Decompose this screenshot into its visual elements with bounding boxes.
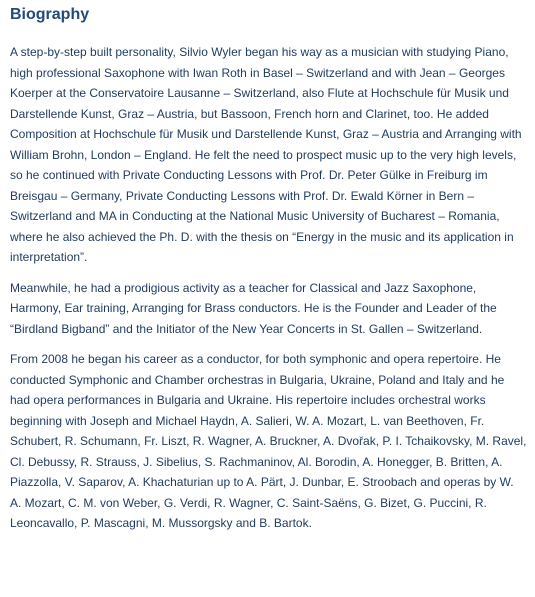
- biography-document: [10, 0, 527, 534]
- biography-paragraph-teaching: Meanwhile, he had a prodigious activity as a teacher for Classical and Jazz Saxophone, Harmony, Ear training, Arranging for Brass conductors. He is the Founder and Leader of the “Birdland Bigband” and the Initiator of the New Year Concerts in St. Gallen – Switzerland.: [10, 280, 497, 336]
- biography-paragraph-education: A step-by-step built personality, Silvio Wyler began his way as a musician with studying Piano, high professional Saxophone with Iwan Roth in Basel – Switzerland and with Jean – Georges Koerper at the Conservatoire Lausanne – Switzerland, also Flute at Hochschule für Musik und Darstellende Kunst, Graz – Austria, but Bassoon, French horn and Clarinet, too. He added Composition at Hochschule für Musik und Darstellende Kunst, Graz – Austria and Arranging with William Brohn, London – England. He felt the need to prospect music up to the very high levels, so he continued with Private Conducting Lessons with Prof. Dr. Peter Gülke in Freiburg im Breisgau – Germany, Private Conducting Lessons with Prof. Dr. Ewald Körner in Bern – Switzerland and MA in Conducting at the National Music University of Bucharest – Romania, where he also achieved the Ph. D. with the thesis on “Energy in the music and its application in interpretation”.: [10, 45, 522, 264]
- page-title: Biography: [10, 6, 90, 23]
- biography-paragraph-conducting: From 2008 he began his career as a conductor, for both symphonic and opera repertoire. He conducted Symphonic and Chamber orchestras in Bulgaria, Ukraine, Poland and Italy and he had opera performances in Bulgaria and Ukraine. His repertoire includes orchestral works beginning with Joseph and Michael Haydn, A. Salieri, W. A. Mozart, L. van Beethoven, Fr. Schubert, R. Schumann, Fr. Liszt, R. Wagner, A. Bruckner, A. Dvořak, P. I. Tchaikovsky, M. Ravel, Cl. Debussy, R. Strauss, J. Sibelius, S. Rachmaninov, Al. Borodin, A. Honegger, B. Britten, A. Piazzolla, V. Saparov, A. Khachaturian up to A. Pärt, J. Dunbar, E. Stroobach and operas by W. A. Mozart, C. M. von Weber, G. Verdi, R. Wagner, C. Saint-Saëns, G. Bizet, G. Puccini, R. Leoncavallo, P. Mascagni, M. Mussorgsky and B. Bartok.: [10, 352, 527, 530]
